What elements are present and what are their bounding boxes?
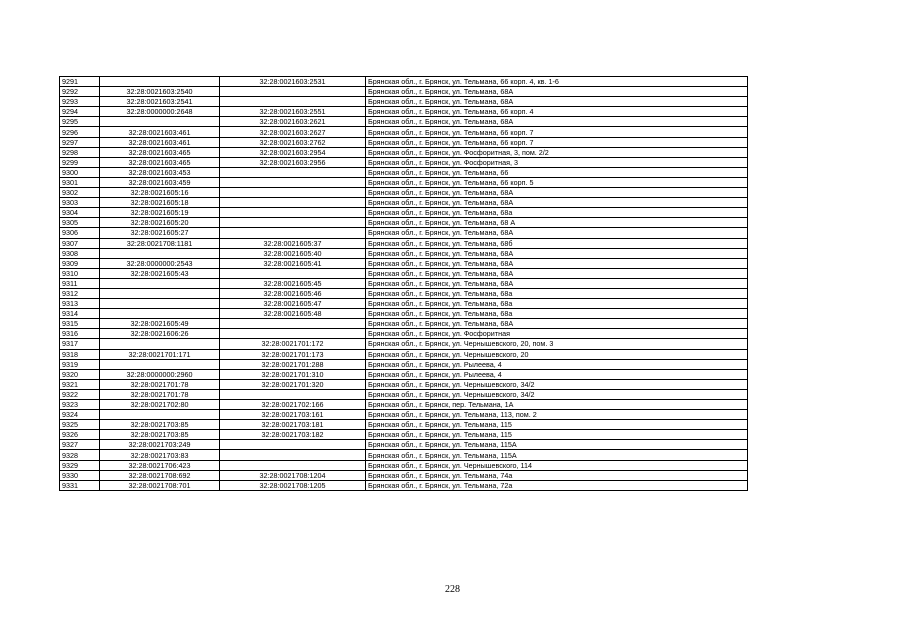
new-cadastral-number-cell: 32:28:0021603:2621	[220, 117, 366, 127]
table-row	[60, 309, 748, 319]
new-cadastral-number-cell	[220, 389, 366, 399]
address-cell: Брянская обл., г. Брянск, ул. Чернышевского, 20, пом. 3	[366, 339, 748, 349]
address-cell: Брянская обл., г. Брянск, ул. Тельмана, 68А	[366, 228, 748, 238]
address-cell: Брянская обл., г. Брянск, ул. Чернышевского, 34/2	[366, 389, 748, 399]
address-cell: Брянская обл., г. Брянск, ул. Тельмана, 68А	[366, 258, 748, 268]
row-number-cell: 9322	[60, 389, 100, 399]
address-cell: Брянская обл., г. Брянск, ул. Чернышевского, 114	[366, 460, 748, 470]
row-number-cell: 9330	[60, 470, 100, 480]
address-cell: Брянская обл., г. Брянск, ул. Тельмана, 66 корп. 7	[366, 127, 748, 137]
row-number-cell: 9300	[60, 167, 100, 177]
table-row	[60, 248, 748, 258]
address-cell: Брянская обл., г. Брянск, ул. Тельмана, 68А	[366, 278, 748, 288]
new-cadastral-number-cell	[220, 218, 366, 228]
old-cadastral-number-cell: 32:28:0021703:249	[100, 440, 220, 450]
row-number-cell: 9308	[60, 248, 100, 258]
row-number-cell: 9325	[60, 420, 100, 430]
new-cadastral-number-cell: 32:28:0021603:2954	[220, 147, 366, 157]
old-cadastral-number-cell	[100, 359, 220, 369]
table-row	[60, 198, 748, 208]
row-number-cell: 9326	[60, 430, 100, 440]
table-row	[60, 359, 748, 369]
new-cadastral-number-cell: 32:28:0021701:288	[220, 359, 366, 369]
address-cell: Брянская обл., г. Брянск, ул. Фосфоритная, 3	[366, 157, 748, 167]
old-cadastral-number-cell: 32:28:0021706:423	[100, 460, 220, 470]
old-cadastral-number-cell	[100, 248, 220, 258]
old-cadastral-number-cell: 32:28:0021603:453	[100, 167, 220, 177]
new-cadastral-number-cell	[220, 208, 366, 218]
address-cell: Брянская обл., г. Брянск, ул. Тельмана, 68а	[366, 299, 748, 309]
table-row	[60, 177, 748, 187]
address-cell: Брянская обл., г. Брянск, ул. Тельмана, 68б	[366, 238, 748, 248]
new-cadastral-number-cell	[220, 319, 366, 329]
new-cadastral-number-cell: 32:28:0021603:2956	[220, 157, 366, 167]
table-row	[60, 167, 748, 177]
new-cadastral-number-cell	[220, 188, 366, 198]
new-cadastral-number-cell: 32:28:0021703:182	[220, 430, 366, 440]
old-cadastral-number-cell: 32:28:0021703:85	[100, 430, 220, 440]
table-row	[60, 127, 748, 137]
old-cadastral-number-cell: 32:28:0021603:2540	[100, 87, 220, 97]
row-number-cell: 9310	[60, 268, 100, 278]
new-cadastral-number-cell	[220, 460, 366, 470]
table-row	[60, 268, 748, 278]
row-number-cell: 9295	[60, 117, 100, 127]
address-cell: Брянская обл., г. Брянск, ул. Рылеева, 4	[366, 359, 748, 369]
table-row	[60, 188, 748, 198]
row-number-cell: 9312	[60, 288, 100, 298]
new-cadastral-number-cell: 32:28:0021703:161	[220, 410, 366, 420]
new-cadastral-number-cell: 32:28:0021605:37	[220, 238, 366, 248]
row-number-cell: 9311	[60, 278, 100, 288]
row-number-cell: 9316	[60, 329, 100, 339]
address-cell: Брянская обл., г. Брянск, ул. Тельмана, 68 А	[366, 218, 748, 228]
table-row	[60, 218, 748, 228]
address-cell: Брянская обл., г. Брянск, ул. Тельмана, 113, пом. 2	[366, 410, 748, 420]
new-cadastral-number-cell	[220, 268, 366, 278]
row-number-cell: 9317	[60, 339, 100, 349]
new-cadastral-number-cell: 32:28:0021603:2627	[220, 127, 366, 137]
row-number-cell: 9314	[60, 309, 100, 319]
row-number-cell: 9313	[60, 299, 100, 309]
table-row	[60, 157, 748, 167]
address-cell: Брянская обл., г. Брянск, ул. Тельмана, 68А	[366, 117, 748, 127]
old-cadastral-number-cell: 32:28:0000000:2543	[100, 258, 220, 268]
new-cadastral-number-cell: 32:28:0021605:46	[220, 288, 366, 298]
table-row	[60, 288, 748, 298]
new-cadastral-number-cell: 32:28:0021708:1205	[220, 480, 366, 490]
old-cadastral-number-cell: 32:28:0021605:27	[100, 228, 220, 238]
row-number-cell: 9293	[60, 97, 100, 107]
address-cell: Брянская обл., г. Брянск, ул. Тельмана, 115	[366, 420, 748, 430]
old-cadastral-number-cell	[100, 339, 220, 349]
new-cadastral-number-cell: 32:28:0021701:172	[220, 339, 366, 349]
old-cadastral-number-cell: 32:28:0021603:461	[100, 127, 220, 137]
old-cadastral-number-cell	[100, 299, 220, 309]
new-cadastral-number-cell	[220, 177, 366, 187]
old-cadastral-number-cell: 32:28:0021605:20	[100, 218, 220, 228]
old-cadastral-number-cell: 32:28:0021605:43	[100, 268, 220, 278]
table-row	[60, 339, 748, 349]
row-number-cell: 9302	[60, 188, 100, 198]
row-number-cell: 9331	[60, 480, 100, 490]
old-cadastral-number-cell: 32:28:0021708:692	[100, 470, 220, 480]
old-cadastral-number-cell	[100, 278, 220, 288]
row-number-cell: 9303	[60, 198, 100, 208]
new-cadastral-number-cell: 32:28:0021603:2531	[220, 77, 366, 87]
old-cadastral-number-cell: 32:28:0021603:2541	[100, 97, 220, 107]
old-cadastral-number-cell: 32:28:0021603:459	[100, 177, 220, 187]
address-cell: Брянская обл., г. Брянск, ул. Тельмана, 66 корп. 4, кв. 1-6	[366, 77, 748, 87]
row-number-cell: 9319	[60, 359, 100, 369]
new-cadastral-number-cell	[220, 167, 366, 177]
address-cell: Брянская обл., г. Брянск, ул. Чернышевского, 34/2	[366, 379, 748, 389]
address-cell: Брянская обл., г. Брянск, ул. Тельмана, 68а	[366, 208, 748, 218]
table-row	[60, 238, 748, 248]
table-row	[60, 137, 748, 147]
old-cadastral-number-cell: 32:28:0021605:19	[100, 208, 220, 218]
table-row	[60, 440, 748, 450]
table-row	[60, 117, 748, 127]
old-cadastral-number-cell: 32:28:0021708:1181	[100, 238, 220, 248]
address-cell: Брянская обл., г. Брянск, ул. Тельмана, 66 корп. 5	[366, 177, 748, 187]
row-number-cell: 9327	[60, 440, 100, 450]
row-number-cell: 9320	[60, 369, 100, 379]
table-row	[60, 389, 748, 399]
old-cadastral-number-cell: 32:28:0021605:49	[100, 319, 220, 329]
old-cadastral-number-cell	[100, 288, 220, 298]
address-cell: Брянская обл., г. Брянск, ул. Тельмана, 115А	[366, 440, 748, 450]
old-cadastral-number-cell: 32:28:0000000:2648	[100, 107, 220, 117]
old-cadastral-number-cell: 32:28:0021701:171	[100, 349, 220, 359]
old-cadastral-number-cell: 32:28:0000000:2960	[100, 369, 220, 379]
new-cadastral-number-cell: 32:28:0021701:173	[220, 349, 366, 359]
address-cell: Брянская обл., г. Брянск, ул. Тельмана, 66 корп. 4	[366, 107, 748, 117]
new-cadastral-number-cell	[220, 450, 366, 460]
table-row	[60, 329, 748, 339]
row-number-cell: 9321	[60, 379, 100, 389]
new-cadastral-number-cell: 32:28:0021605:47	[220, 299, 366, 309]
row-number-cell: 9291	[60, 77, 100, 87]
address-cell: Брянская обл., г. Брянск, ул. Чернышевского, 20	[366, 349, 748, 359]
new-cadastral-number-cell: 32:28:0021701:320	[220, 379, 366, 389]
new-cadastral-number-cell	[220, 329, 366, 339]
row-number-cell: 9292	[60, 87, 100, 97]
old-cadastral-number-cell: 32:28:0021603:461	[100, 137, 220, 147]
old-cadastral-number-cell	[100, 410, 220, 420]
old-cadastral-number-cell: 32:28:0021605:16	[100, 188, 220, 198]
old-cadastral-number-cell	[100, 309, 220, 319]
table-row	[60, 319, 748, 329]
old-cadastral-number-cell: 32:28:0021708:701	[100, 480, 220, 490]
table-row	[60, 147, 748, 157]
address-cell: Брянская обл., г. Брянск, ул. Тельмана, 68а	[366, 309, 748, 319]
row-number-cell: 9299	[60, 157, 100, 167]
address-cell: Брянская обл., г. Брянск, ул. Тельмана, 68а	[366, 288, 748, 298]
table-row	[60, 228, 748, 238]
address-cell: Брянская обл., г. Брянск, ул. Тельмана, 68А	[366, 319, 748, 329]
old-cadastral-number-cell: 32:28:0021603:465	[100, 157, 220, 167]
table-row	[60, 77, 748, 87]
address-cell: Брянская обл., г. Брянск, ул. Фосфоритная, 3, пом. 2/2	[366, 147, 748, 157]
table-row	[60, 97, 748, 107]
address-cell: Брянская обл., г. Брянск, пер. Тельмана, 1А	[366, 400, 748, 410]
address-cell: Брянская обл., г. Брянск, ул. Тельмана, 68А	[366, 87, 748, 97]
table-row	[60, 400, 748, 410]
new-cadastral-number-cell: 32:28:0021701:310	[220, 369, 366, 379]
table-row	[60, 369, 748, 379]
row-number-cell: 9305	[60, 218, 100, 228]
address-cell: Брянская обл., г. Брянск, ул. Тельмана, 115А	[366, 450, 748, 460]
new-cadastral-number-cell: 32:28:0021605:48	[220, 309, 366, 319]
new-cadastral-number-cell	[220, 97, 366, 107]
old-cadastral-number-cell: 32:28:0021606:26	[100, 329, 220, 339]
row-number-cell: 9294	[60, 107, 100, 117]
table-body	[60, 77, 748, 491]
row-number-cell: 9298	[60, 147, 100, 157]
old-cadastral-number-cell: 32:28:0021703:85	[100, 420, 220, 430]
table-row	[60, 430, 748, 440]
old-cadastral-number-cell: 32:28:0021702:80	[100, 400, 220, 410]
cadastral-table	[59, 76, 748, 491]
old-cadastral-number-cell: 32:28:0021605:18	[100, 198, 220, 208]
table-row	[60, 410, 748, 420]
row-number-cell: 9307	[60, 238, 100, 248]
row-number-cell: 9301	[60, 177, 100, 187]
table-row	[60, 299, 748, 309]
row-number-cell: 9309	[60, 258, 100, 268]
address-cell: Брянская обл., г. Брянск, ул. Тельмана, 74а	[366, 470, 748, 480]
table-row	[60, 480, 748, 490]
address-cell: Брянская обл., г. Брянск, ул. Тельмана, 68А	[366, 188, 748, 198]
table-row	[60, 258, 748, 268]
new-cadastral-number-cell: 32:28:0021702:166	[220, 400, 366, 410]
new-cadastral-number-cell: 32:28:0021708:1204	[220, 470, 366, 480]
new-cadastral-number-cell: 32:28:0021605:40	[220, 248, 366, 258]
address-cell: Брянская обл., г. Брянск, ул. Тельмана, 66 корп. 7	[366, 137, 748, 147]
row-number-cell: 9328	[60, 450, 100, 460]
address-cell: Брянская обл., г. Брянск, ул. Тельмана, 68А	[366, 198, 748, 208]
new-cadastral-number-cell: 32:28:0021703:181	[220, 420, 366, 430]
table-row	[60, 460, 748, 470]
table-row	[60, 450, 748, 460]
address-cell: Брянская обл., г. Брянск, ул. Тельмана, 68А	[366, 248, 748, 258]
row-number-cell: 9329	[60, 460, 100, 470]
page-number: 228	[445, 584, 460, 595]
address-cell: Брянская обл., г. Брянск, ул. Тельмана, 72а	[366, 480, 748, 490]
new-cadastral-number-cell	[220, 228, 366, 238]
address-cell: Брянская обл., г. Брянск, ул. Рылеева, 4	[366, 369, 748, 379]
address-cell: Брянская обл., г. Брянск, ул. Тельмана, 66	[366, 167, 748, 177]
address-cell: Брянская обл., г. Брянск, ул. Тельмана, 68А	[366, 97, 748, 107]
new-cadastral-number-cell: 32:28:0021605:41	[220, 258, 366, 268]
address-cell: Брянская обл., г. Брянск, ул. Тельмана, 68А	[366, 268, 748, 278]
row-number-cell: 9306	[60, 228, 100, 238]
old-cadastral-number-cell: 32:28:0021701:78	[100, 389, 220, 399]
row-number-cell: 9323	[60, 400, 100, 410]
address-cell: Брянская обл., г. Брянск, ул. Фосфоритная	[366, 329, 748, 339]
table-row	[60, 278, 748, 288]
new-cadastral-number-cell: 32:28:0021603:2762	[220, 137, 366, 147]
table-row	[60, 208, 748, 218]
row-number-cell: 9318	[60, 349, 100, 359]
table-row	[60, 470, 748, 480]
old-cadastral-number-cell	[100, 77, 220, 87]
new-cadastral-number-cell: 32:28:0021605:45	[220, 278, 366, 288]
old-cadastral-number-cell: 32:28:0021701:78	[100, 379, 220, 389]
row-number-cell: 9315	[60, 319, 100, 329]
row-number-cell: 9304	[60, 208, 100, 218]
table-row	[60, 349, 748, 359]
new-cadastral-number-cell	[220, 440, 366, 450]
table-row	[60, 107, 748, 117]
table-row	[60, 420, 748, 430]
old-cadastral-number-cell: 32:28:0021603:465	[100, 147, 220, 157]
row-number-cell: 9324	[60, 410, 100, 420]
table-row	[60, 87, 748, 97]
table-row	[60, 379, 748, 389]
new-cadastral-number-cell	[220, 87, 366, 97]
row-number-cell: 9296	[60, 127, 100, 137]
new-cadastral-number-cell	[220, 198, 366, 208]
old-cadastral-number-cell	[100, 117, 220, 127]
old-cadastral-number-cell: 32:28:0021703:83	[100, 450, 220, 460]
address-cell: Брянская обл., г. Брянск, ул. Тельмана, 115	[366, 430, 748, 440]
new-cadastral-number-cell: 32:28:0021603:2551	[220, 107, 366, 117]
row-number-cell: 9297	[60, 137, 100, 147]
